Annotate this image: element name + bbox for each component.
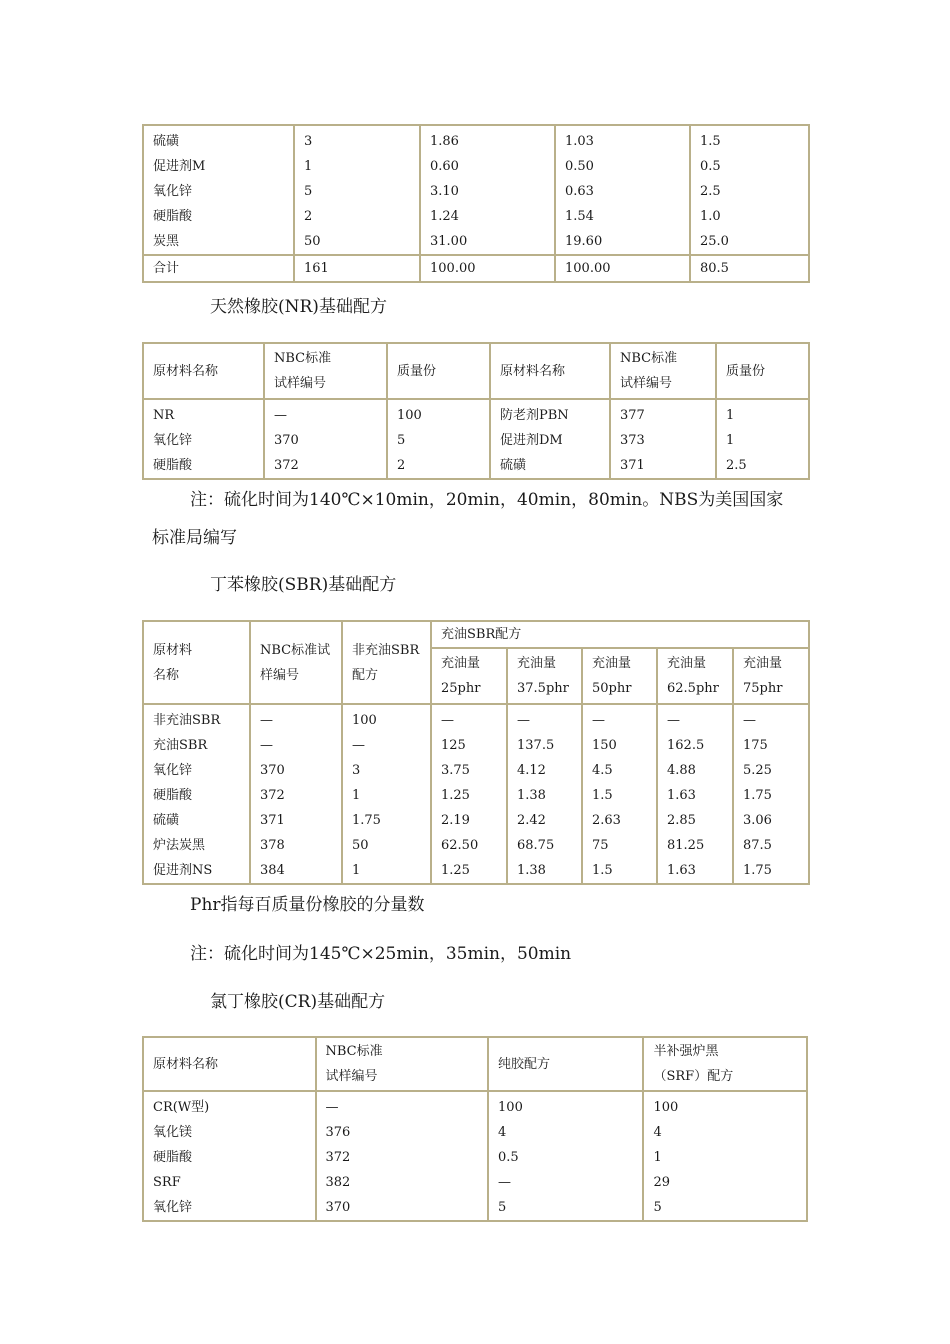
table-cell: 370	[250, 758, 342, 783]
sbr-table	[142, 620, 810, 885]
table-cell: 1.86	[420, 129, 555, 154]
table-cell: —	[488, 1170, 643, 1195]
table-cell: NR	[153, 408, 175, 423]
table-cell: 377	[610, 403, 716, 428]
table-cell: 19.60	[555, 229, 690, 255]
table-cell: 81.25	[657, 833, 733, 858]
column-header: NBC标准 试样编号	[264, 343, 387, 399]
table-cell: 175	[733, 733, 809, 758]
table-cell: 2.5	[690, 179, 809, 204]
table-cell: 75	[582, 833, 657, 858]
table-row	[143, 1120, 807, 1145]
column-group-header: 充油SBR配方	[431, 621, 809, 648]
nr-note-line1: 注：硫化时间为140℃×10min，20min，40min，80min。NBS为美国国家	[190, 490, 784, 510]
table-cell: 2.42	[507, 808, 582, 833]
table-cell: 5	[294, 179, 420, 204]
table-cell: 2.5	[716, 453, 809, 479]
table-row	[143, 229, 809, 255]
table-cell: 100	[643, 1095, 807, 1120]
table-header-row	[143, 343, 809, 399]
table-cell: 4	[488, 1120, 643, 1145]
table-cell: 370	[316, 1195, 489, 1221]
table-cell: 1.5	[582, 858, 657, 884]
table-cell: 0.5	[488, 1145, 643, 1170]
table-cell: 5.25	[733, 758, 809, 783]
table-cell: CR(W型)	[153, 1100, 210, 1115]
table-cell: 50	[294, 229, 420, 255]
table-cell: 5	[488, 1195, 643, 1221]
table-cell: 2.85	[657, 808, 733, 833]
table-cell: 5	[387, 428, 490, 453]
table-cell: 100	[342, 708, 431, 733]
table-cell: 1	[342, 858, 431, 884]
table-cell: 氧化镁	[153, 1125, 193, 1140]
table-row	[143, 453, 809, 479]
table-cell: 29	[643, 1170, 807, 1195]
table-row	[143, 204, 809, 229]
table-cell: 硬脂酸	[153, 1150, 193, 1165]
table-cell: 1.24	[420, 204, 555, 229]
table-cell: —	[657, 708, 733, 733]
table-cell: 2.19	[431, 808, 507, 833]
table-cell: 硫磺	[490, 453, 610, 479]
table-cell: 4.5	[582, 758, 657, 783]
table-cell: 372	[250, 783, 342, 808]
table-cell: 372	[264, 453, 387, 479]
table-cell: 1.03	[555, 129, 690, 154]
table-cell: 4	[643, 1120, 807, 1145]
table-cell: 硫磺	[153, 813, 180, 828]
table-cell: 87.5	[733, 833, 809, 858]
phr-note: Phr指每百质量份橡胶的分量数	[190, 895, 425, 915]
table-cell: 100.00	[555, 255, 690, 282]
table-cell: 1	[716, 428, 809, 453]
column-header: 原材料名称	[143, 1037, 316, 1091]
table-cell: 非充油SBR	[153, 713, 221, 728]
table-cell: —	[342, 733, 431, 758]
table-cell: 1.63	[657, 858, 733, 884]
table-cell: 1.54	[555, 204, 690, 229]
sbr-note: 注：硫化时间为145℃×25min，35min，50min	[190, 944, 572, 964]
column-header: 质量份	[387, 343, 490, 399]
table-cell: 3	[342, 758, 431, 783]
table-cell: 1.0	[690, 204, 809, 229]
table-header-row	[143, 1037, 807, 1091]
column-header: 纯胶配方	[488, 1037, 643, 1091]
table-cell: 3.06	[733, 808, 809, 833]
table-cell: 合计	[143, 255, 294, 282]
column-header: 质量份	[716, 343, 809, 399]
nr-heading: 天然橡胶(NR)基础配方	[210, 297, 387, 317]
table-cell: 1.25	[431, 858, 507, 884]
table-cell: 100	[387, 403, 490, 428]
table-cell: 1.5	[690, 129, 809, 154]
table-cell: 0.60	[420, 154, 555, 179]
table-cell: 50	[342, 833, 431, 858]
column-header: 半补强炉黑 （SRF）配方	[643, 1037, 807, 1091]
column-header: NBC标准试 样编号	[250, 621, 342, 704]
table-row	[143, 403, 809, 428]
nr-table	[142, 342, 810, 480]
table-cell: 382	[316, 1170, 489, 1195]
table-cell: 25.0	[690, 229, 809, 255]
table-cell: 371	[610, 453, 716, 479]
table-cell: 370	[264, 428, 387, 453]
table-cell: 100	[488, 1095, 643, 1120]
table-row	[143, 733, 809, 758]
nr-note-line2: 标准局编写	[152, 528, 237, 548]
table-cell: 1.63	[657, 783, 733, 808]
table-cell: 炉法炭黑	[153, 838, 206, 853]
table-cell: SRF	[153, 1175, 181, 1190]
table-row	[143, 179, 809, 204]
table-cell: 氧化锌	[153, 763, 193, 778]
column-header: NBC标准 试样编号	[610, 343, 716, 399]
table-cell: 137.5	[507, 733, 582, 758]
table-cell: —	[507, 708, 582, 733]
table-cell: 371	[250, 808, 342, 833]
table-cell: —	[733, 708, 809, 733]
table-cell: 1.75	[733, 783, 809, 808]
table-cell: 1	[294, 154, 420, 179]
table-cell: 1.75	[733, 858, 809, 884]
table-cell: —	[431, 708, 507, 733]
table-cell: 0.63	[555, 179, 690, 204]
table-cell: 384	[250, 858, 342, 884]
table-cell: 80.5	[690, 255, 809, 282]
table-row	[143, 428, 809, 453]
table-cell: 氧化锌	[153, 1200, 193, 1215]
table-cell: 150	[582, 733, 657, 758]
table-row	[143, 1145, 807, 1170]
table-cell: 2.63	[582, 808, 657, 833]
table-cell: 62.50	[431, 833, 507, 858]
table-cell: 4.88	[657, 758, 733, 783]
table-row	[143, 858, 809, 884]
table-cell: 372	[316, 1145, 489, 1170]
table-row	[143, 708, 809, 733]
column-header: 原材料名称	[490, 343, 610, 399]
table-row	[143, 129, 809, 154]
table-cell: 硫磺	[153, 134, 180, 149]
table-row	[143, 1170, 807, 1195]
table-cell: 1	[716, 403, 809, 428]
table-cell: 125	[431, 733, 507, 758]
table-cell: 硬脂酸	[153, 788, 193, 803]
table-cell: 1	[342, 783, 431, 808]
table-cell: 1.38	[507, 858, 582, 884]
table-cell: 促进剂M	[153, 159, 206, 174]
table-cell: 100.00	[420, 255, 555, 282]
table-cell: —	[316, 1095, 489, 1120]
cr-table	[142, 1036, 808, 1222]
table-cell: —	[582, 708, 657, 733]
table-row	[143, 154, 809, 179]
table-cell: 373	[610, 428, 716, 453]
table-row	[143, 808, 809, 833]
table-cell: 4.12	[507, 758, 582, 783]
table-cell: 0.5	[690, 154, 809, 179]
table-cell: 2	[294, 204, 420, 229]
column-header: 充油量 25phr	[431, 648, 507, 704]
column-header: 原材料名称	[143, 343, 264, 399]
column-header: 充油量 75phr	[733, 648, 809, 704]
table-cell: 3.10	[420, 179, 555, 204]
table-cell: 162.5	[657, 733, 733, 758]
cr-heading: 氯丁橡胶(CR)基础配方	[210, 992, 386, 1012]
table-cell: 0.50	[555, 154, 690, 179]
table-cell: 378	[250, 833, 342, 858]
table-row	[143, 1195, 807, 1221]
table-cell: —	[250, 708, 342, 733]
table-cell: 376	[316, 1120, 489, 1145]
table-cell: 1.38	[507, 783, 582, 808]
table-cell: 2	[387, 453, 490, 479]
table-cell: —	[264, 403, 387, 428]
table-cell: 1	[643, 1145, 807, 1170]
table-cell: 硬脂酸	[153, 458, 193, 473]
column-header: 充油量 37.5phr	[507, 648, 582, 704]
table-cell: 1.75	[342, 808, 431, 833]
table-row	[143, 758, 809, 783]
table-cell: —	[250, 733, 342, 758]
table-cell: 充油SBR	[153, 738, 208, 753]
table-cell: 1.5	[582, 783, 657, 808]
table-cell: 5	[643, 1195, 807, 1221]
table-cell: 68.75	[507, 833, 582, 858]
table-cell: 炭黑	[153, 234, 180, 249]
table-row	[143, 1095, 807, 1120]
table-row	[143, 783, 809, 808]
total-row	[143, 255, 809, 282]
table-cell: 氧化锌	[153, 184, 193, 199]
table-cell: 氧化锌	[153, 433, 193, 448]
column-header: 充油量 50phr	[582, 648, 657, 704]
column-header: 原材料 名称	[143, 621, 250, 704]
table-row	[143, 833, 809, 858]
column-header: 非充油SBR 配方	[342, 621, 431, 704]
table-cell: 促进剂NS	[153, 863, 213, 878]
table-cell: 1.25	[431, 783, 507, 808]
table-cell: 促进剂DM	[490, 428, 610, 453]
table-cell: 硬脂酸	[153, 209, 193, 224]
column-header: NBC标准 试样编号	[316, 1037, 489, 1091]
sbr-heading: 丁苯橡胶(SBR)基础配方	[210, 575, 397, 595]
table-cell: 3.75	[431, 758, 507, 783]
formula-table-1	[142, 124, 810, 283]
table-cell: 防老剂PBN	[490, 403, 610, 428]
table-header-row	[143, 621, 809, 648]
table-cell: 3	[294, 129, 420, 154]
table-cell: 31.00	[420, 229, 555, 255]
table-cell: 161	[294, 255, 420, 282]
column-header: 充油量 62.5phr	[657, 648, 733, 704]
